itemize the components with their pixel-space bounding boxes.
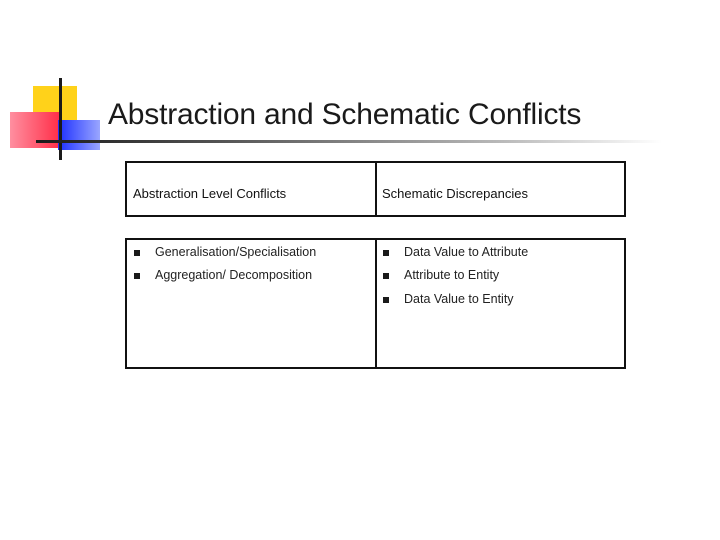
- list-item-left: Aggregation/ Decomposition: [155, 268, 313, 282]
- bullet-icon: [383, 250, 389, 256]
- bullet-icon: [383, 297, 389, 303]
- list-item-right: Attribute to Entity: [404, 268, 500, 282]
- table-header-abstraction: Abstraction Level Conflicts: [133, 186, 287, 201]
- logo-blue-square: [58, 120, 100, 150]
- list-item-right: Data Value to Entity: [404, 292, 514, 306]
- list-item-left: Generalisation/Specialisation: [155, 245, 317, 259]
- bullet-icon: [134, 250, 140, 256]
- list-item-right: Data Value to Attribute: [404, 245, 529, 259]
- slide-title: Abstraction and Schematic Conflicts: [108, 98, 582, 131]
- bullet-icon: [134, 273, 140, 279]
- bullet-icon: [383, 273, 389, 279]
- logo-vertical-line: [59, 78, 62, 160]
- title-underline: [36, 140, 662, 143]
- slide-logo-decoration: [0, 0, 720, 170]
- table-header-schematic: Schematic Discrepancies: [382, 186, 528, 201]
